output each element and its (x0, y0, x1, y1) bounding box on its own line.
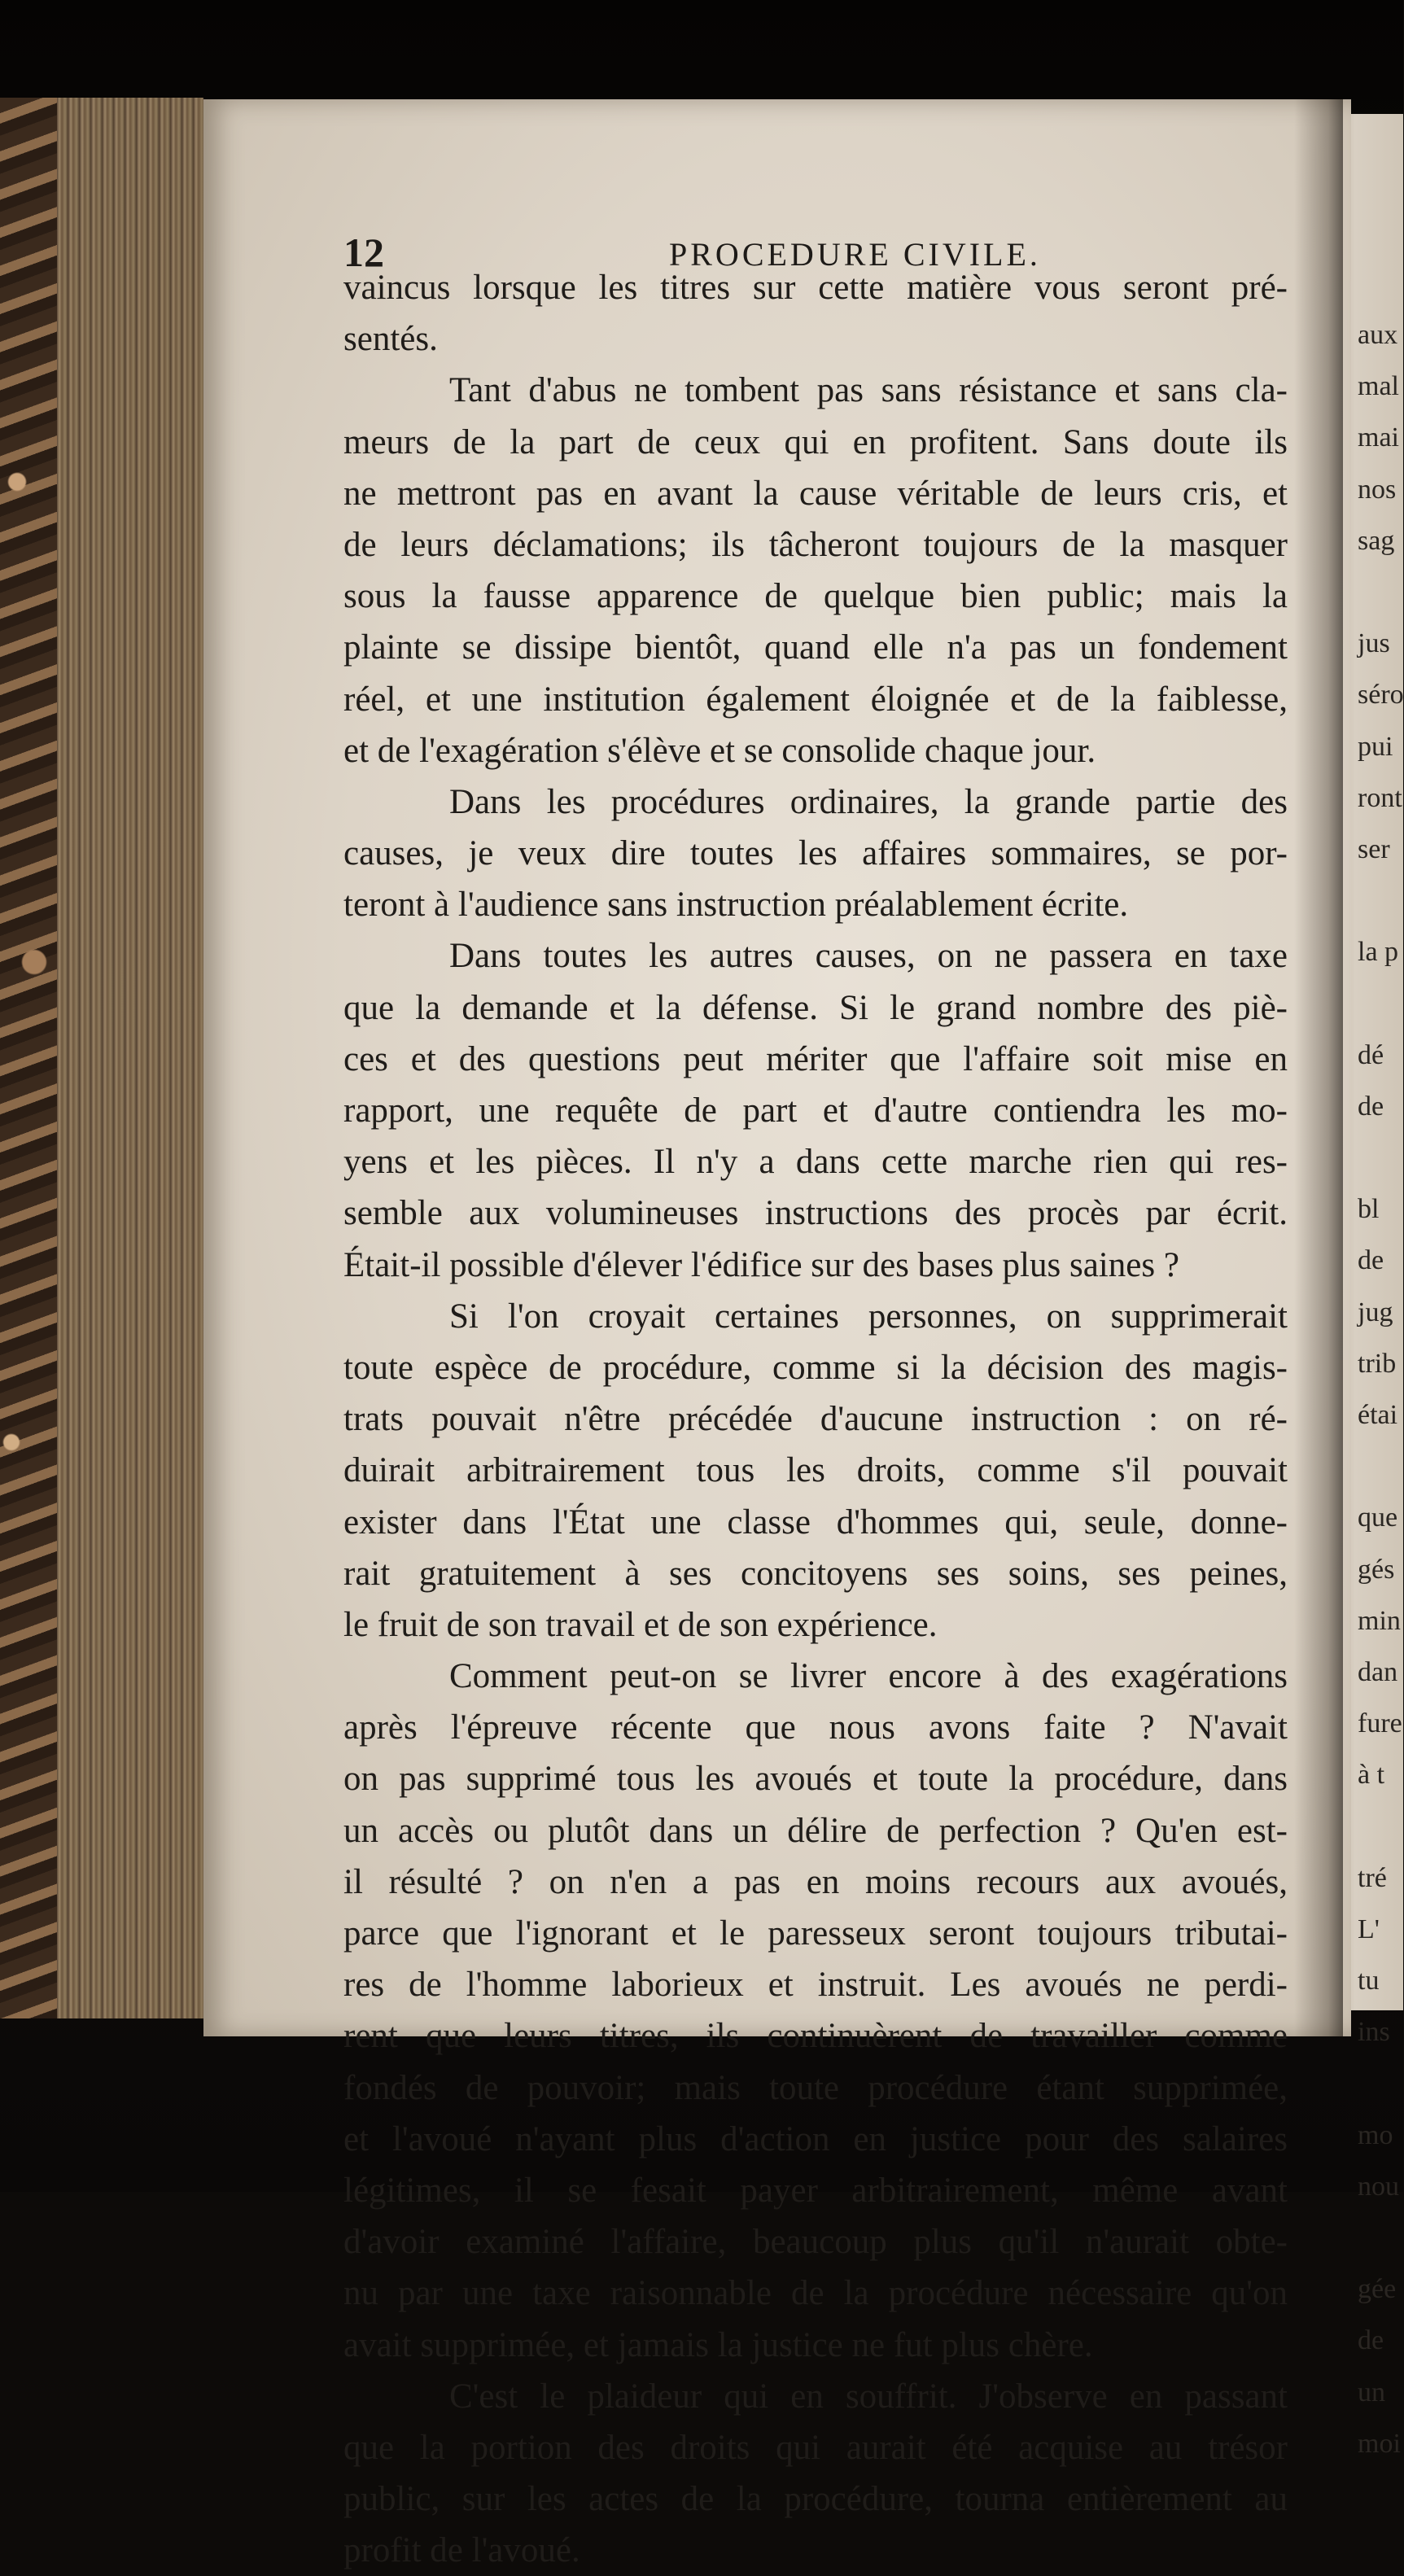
text-line: réel, et une institution également éloignée et de la faiblesse, (343, 680, 1288, 719)
text-line: exister dans l'État une classe d'hommes qui, seule, donne- (343, 1502, 1288, 1542)
fragment: jug (1358, 1297, 1393, 1327)
fragment: à t (1358, 1760, 1385, 1791)
text-line: d'avoir examiné l'affaire, beaucoup plus qu'il n'aurait obte- (343, 2223, 1288, 2262)
fragment: dé (1358, 1039, 1384, 1070)
fragment: bl (1358, 1194, 1380, 1225)
text-line: nu par une taxe raisonnable de la procédure nécessaire qu'on (343, 2274, 1288, 2313)
fragment (1358, 566, 1403, 618)
text-line: le fruit de son travail et de son expérience. (343, 1605, 938, 1644)
fragment: tu (1358, 1966, 1380, 1996)
text-line: fondés de pouvoir; mais toute procédure étant supprimée, (343, 2068, 1288, 2107)
paragraph-start-line: Dans les procédures ordinaires, la grande partie des (449, 782, 1288, 821)
text-line: on pas supprimé tous les avoués et toute la procédure, dans (343, 1760, 1288, 1799)
marbled-cover (0, 98, 57, 2018)
fragment: de (1358, 1091, 1384, 1122)
fragment (1358, 977, 1403, 1029)
paragraph-start-line: Dans toutes les autres causes, on ne passera en taxe (449, 937, 1288, 976)
fragment (1358, 1132, 1403, 1183)
text-line: sentés. (343, 320, 438, 359)
text-line: rent que leurs titres, ils continuèrent de travailler comme (343, 2017, 1288, 2056)
paragraph-start-line: Si l'on croyait certaines personnes, on supprimerait (449, 1297, 1288, 1336)
fragment: de (1358, 1245, 1384, 1276)
text-line: parce que l'ignorant et le paresseux seront toujours tributai- (343, 1914, 1288, 1953)
fragment: jus (1358, 628, 1390, 659)
text-line: rait gratuitement à ses concitoyens ses soins, ses peines, (343, 1554, 1288, 1593)
fragment: pui (1358, 731, 1393, 762)
text-line: res de l'homme laborieux et instruit. Les avoués ne perdi- (343, 1966, 1288, 2005)
text-line: rapport, une requête de part et d'autre contiendra les mo- (343, 1091, 1288, 1130)
text-line: public, sur les actes de la procédure, tourna entièrement au (343, 2480, 1288, 2519)
text-line: teront à l'audience sans instruction préalablement écrite. (343, 886, 1129, 925)
fragment (1358, 2212, 1403, 2263)
fragment (1358, 2058, 1403, 2109)
fragment: fure (1358, 1708, 1402, 1739)
fragment: dan (1358, 1656, 1398, 1687)
body-text (343, 262, 1288, 2576)
fragment (1358, 875, 1403, 926)
fragment: ser (1358, 833, 1390, 864)
text-line: que la demande et la défense. Si le grand nombre des piè- (343, 988, 1288, 1027)
fragment: étai (1358, 1399, 1398, 1430)
fragment (1358, 1441, 1403, 1492)
fragment: nou (1358, 2171, 1399, 2202)
fragment: gés (1358, 1554, 1395, 1585)
fragment: aux (1358, 320, 1398, 350)
fragment: un (1358, 2377, 1385, 2408)
fragment: gée (1358, 2274, 1397, 2305)
fragment: tré (1358, 1862, 1387, 1893)
text-line: trats pouvait n'être précédée d'aucune instruction : on ré- (343, 1400, 1288, 1439)
text-line: de leurs déclamations; ils tâcheront toujours de la masquer (343, 525, 1288, 564)
text-line: causes, je veux dire toutes les affaires sommaires, se por- (343, 834, 1288, 873)
text-line: sous la fausse apparence de quelque bien public; mais la (343, 577, 1288, 616)
text-line: et de l'exagération s'élève et se consolide chaque jour. (343, 731, 1096, 770)
gutter-shadow (1294, 99, 1343, 2036)
fragment: la p (1358, 937, 1399, 968)
text-line: après l'épreuve récente que nous avons faite ? N'avait (343, 1708, 1288, 1747)
fragment: mal (1358, 371, 1399, 402)
text-line: ne mettront pas en avant la cause véritable de leurs cris, et (343, 474, 1288, 513)
text-line: avait supprimée, et jamais la justice ne fut plus chère. (343, 2325, 1093, 2364)
paragraph-start-line: Comment peut-on se livrer encore à des exagérations (449, 1657, 1288, 1696)
fragment: séro (1358, 680, 1404, 711)
fragment: sag (1358, 525, 1395, 556)
text-line: et l'avoué n'ayant plus d'action en justice pour des salaires (343, 2119, 1288, 2158)
text-line: toute espèce de procédure, comme si la décision des magis- (343, 1348, 1288, 1387)
text-line: un accès ou plutôt dans un délire de perfection ? Qu'en est- (343, 1811, 1288, 1850)
text-line: semble aux volumineuses instructions des procès par écrit. (343, 1194, 1288, 1233)
fragment: ront (1358, 782, 1402, 813)
page-number: 12 (343, 230, 384, 275)
text-line: Était-il possible d'élever l'édifice sur des bases plus saines ? (343, 1245, 1179, 1284)
paragraph-start-line: Tant d'abus ne tombent pas sans résistance et sans cla- (449, 371, 1288, 410)
fragment: de (1358, 2325, 1384, 2356)
text-line: légitimes, il se fesait payer arbitrairement, même avant (343, 2171, 1288, 2210)
running-head: PROCEDURE CIVILE. (669, 236, 1041, 273)
text-line: il résulté ? on n'en a pas en moins recours aux avoués, (343, 1862, 1288, 1901)
text-line: que la portion des droits qui aurait été acquise au trésor (343, 2428, 1288, 2467)
fragment: que (1358, 1502, 1398, 1533)
fragment: ins (1358, 2017, 1390, 2048)
fragment: min (1358, 1605, 1401, 1636)
fragment: mai (1358, 422, 1399, 453)
text-line: plainte se dissipe bientôt, quand elle n'a pas un fondement (343, 628, 1288, 667)
fragment: L' (1358, 1913, 1380, 1944)
paragraph-start-line: C'est le plaideur qui en souffrit. J'observe en passant (449, 2377, 1288, 2416)
facing-page-fragments (1358, 309, 1403, 2469)
fragment (1358, 1800, 1403, 1852)
text-line: yens et les pièces. Il n'y a dans cette marche rien qui res- (343, 1143, 1288, 1182)
text-line: ces et des questions peut mériter que l'affaire soit mise en (343, 1039, 1288, 1078)
fragment: nos (1358, 474, 1397, 505)
text-line: duirait arbitrairement tous les droits, comme s'il pouvait (343, 1451, 1288, 1490)
text-line: profit de l'avoué. (343, 2531, 580, 2570)
text-line: meurs de la part de ceux qui en profitent. Sans doute ils (343, 422, 1288, 461)
fragment: mo (1358, 2119, 1393, 2150)
fragment: trib (1358, 1348, 1397, 1379)
text-line: vaincus lorsque les titres sur cette matière vous seront pré- (343, 269, 1288, 307)
fragment: moi (1358, 2428, 1401, 2459)
